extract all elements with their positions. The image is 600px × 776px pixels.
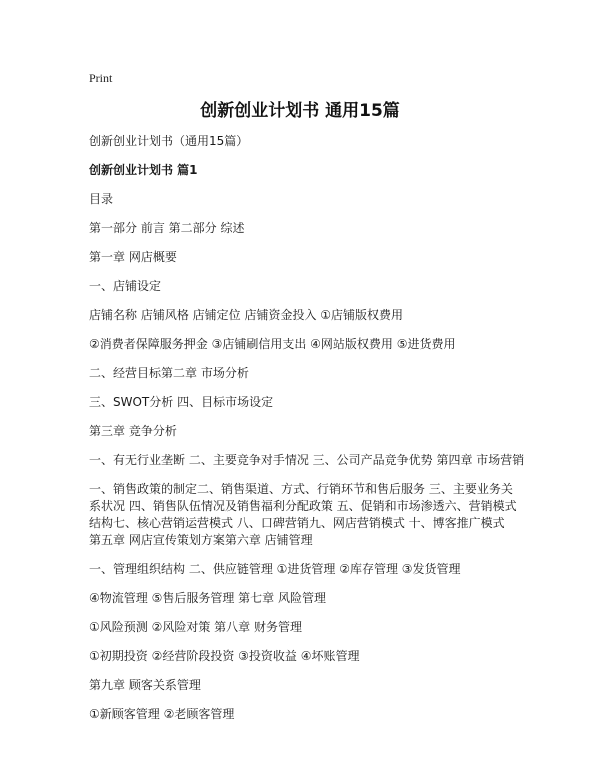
text-line: ①新顾客管理 ②老顾客管理 (89, 707, 235, 721)
text-paragraph: 一、销售政策的制定二、销售渠道、方式、行销环节和售后服务 三、主要业务关系状况 四、销售队伍情况及销售福利分配政策 五、促销和市场渗透六、营销模式结构七、核心营销运营模式 八、口碑营销九、网店营销模式 十、博客推广模式 第五章 网店宣传策划方案第六章 店铺管理 (89, 482, 517, 547)
text-line: 二、经营目标第二章 市场分析 (89, 366, 249, 380)
toc-heading: 目录 (89, 192, 114, 206)
subtitle-line: 创新创业计划书（通用15篇） (89, 134, 249, 148)
text-line: 一、有无行业垄断 二、主要竞争对手情况 三、公司产品竞争优势 第四章 市场营销 (89, 453, 525, 467)
text-line: 店铺名称 店铺风格 店铺定位 店铺资金投入 ①店铺版权费用 (89, 308, 404, 322)
text-line: 一、店铺设定 (89, 279, 162, 293)
print-link[interactable]: Print (89, 71, 113, 85)
text-line: ④物流管理 ⑤售后服务管理 第七章 风险管理 (89, 591, 326, 605)
document-title: 创新创业计划书 通用15篇 (200, 101, 400, 121)
text-line: 第九章 顾客关系管理 (89, 678, 201, 692)
text-line: ①初期投资 ②经营阶段投资 ③投资收益 ④坏账管理 (89, 649, 360, 663)
text-line: ②消费者保障服务押金 ③店铺刷信用支出 ④网站版权费用 ⑤进货费用 (89, 337, 456, 351)
text-line: 三、SWOT分析 四、目标市场设定 (89, 395, 274, 409)
text-line: 第一部分 前言 第二部分 综述 (89, 221, 245, 235)
text-line: 第一章 网店概要 (89, 250, 177, 264)
text-line: 一、管理组织结构 二、供应链管理 ①进货管理 ②库存管理 ③发货管理 (89, 562, 461, 576)
text-line: ①风险预测 ②风险对策 第八章 财务管理 (89, 620, 302, 634)
section-heading: 创新创业计划书 篇1 (89, 163, 198, 177)
document-body (89, 133, 525, 735)
text-line: 第三章 竞争分析 (89, 424, 177, 438)
